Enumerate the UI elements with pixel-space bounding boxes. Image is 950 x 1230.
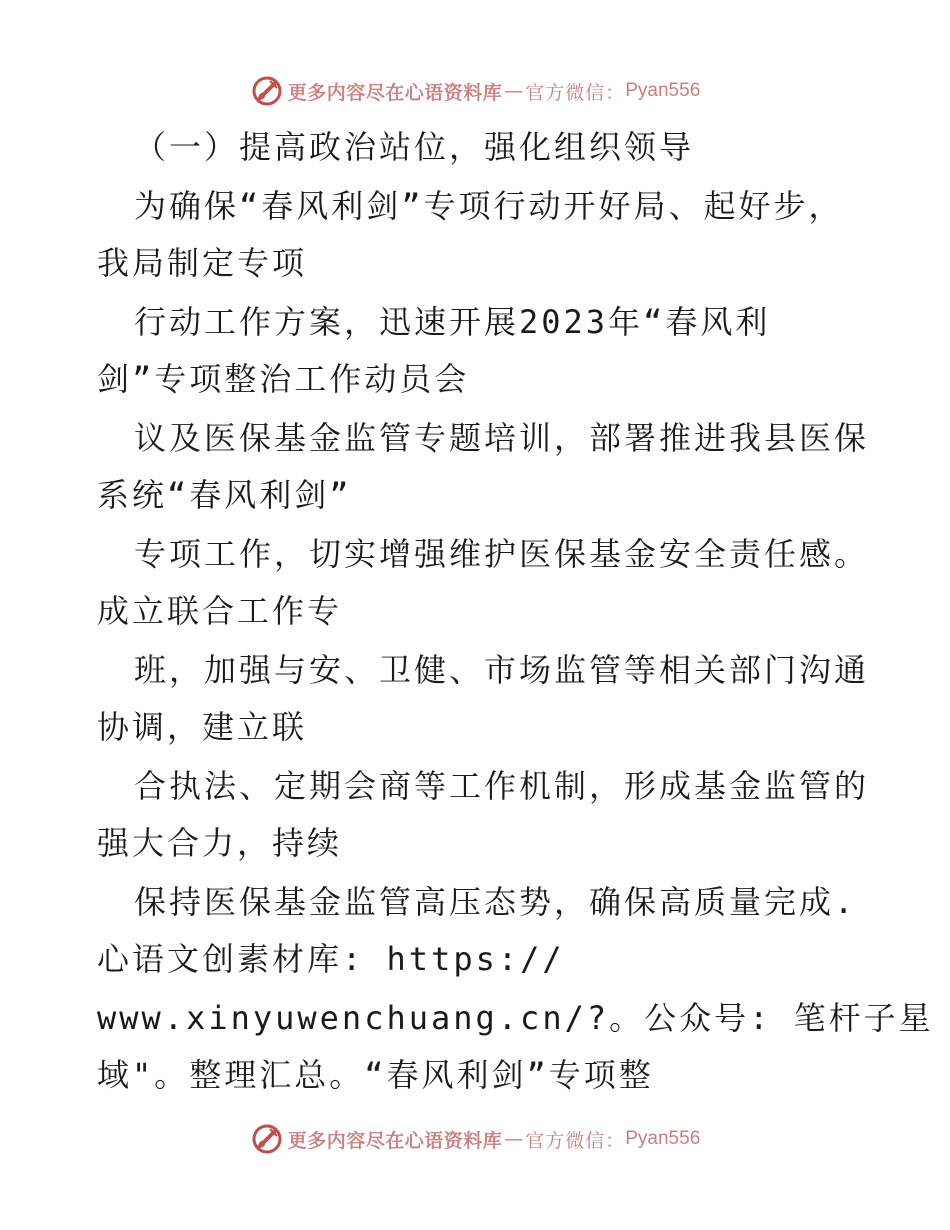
paragraph-line: 班，加强与安、卫健、市场监管等相关部门沟通: [134, 651, 870, 689]
paragraph-line: 剑”专项整治工作动员会: [97, 360, 470, 398]
paragraph-line: 成立联合工作专: [97, 592, 343, 630]
paragraph-line: 合执法、定期会商等工作机制，形成基金监管的: [134, 767, 870, 805]
watermark-main-text: 更多内容尽在心语资料库: [287, 81, 503, 104]
paragraph-line: 行动工作方案，迅速开展2023年“春风利: [134, 303, 771, 341]
paragraph-line: 我局制定专项: [97, 244, 308, 282]
paragraph-line: 域"。整理汇总。“春风利剑”专项整: [97, 1056, 654, 1094]
paragraph-line: 协调，建立联: [97, 708, 308, 746]
logo-icon: [250, 74, 284, 108]
paragraph-line: 为确保“春风利剑”专项行动开好局、起好步，: [134, 187, 844, 225]
watermark-separator: —: [504, 80, 524, 102]
watermark-wechat-id: Pyan556: [625, 80, 701, 101]
paragraph-line: 系统“春风利剑”: [97, 476, 352, 514]
paragraph-line: 议及医保基金监管专题培训，部署推进我县医保: [134, 419, 870, 457]
footer-watermark: [0, 1119, 950, 1159]
paragraph-line: 心语文创素材库: https://: [97, 940, 565, 978]
watermark-main-text: 更多内容尽在心语资料库: [287, 1129, 503, 1152]
watermark-sub-text: 官方微信：: [525, 81, 626, 104]
paragraph-line: 专项工作，切实增强维护医保基金安全责任感。: [134, 535, 870, 573]
paragraph-line: 保持医保基金监管高压态势，确保高质量完成.: [134, 883, 857, 921]
watermark-separator: —: [504, 1128, 524, 1150]
logo-icon: [250, 1122, 284, 1156]
header-watermark: [0, 71, 950, 111]
paragraph-line: www.xinyuwenchuang.cn/?。公众号: 笔杆子星: [97, 999, 934, 1037]
watermark-wechat-id: Pyan556: [625, 1128, 701, 1149]
paragraph-line: 强大合力，持续: [97, 824, 343, 862]
watermark-sub-text: 官方微信：: [525, 1129, 626, 1152]
section-heading: （一）提高政治站位，强化组织领导: [134, 128, 695, 166]
